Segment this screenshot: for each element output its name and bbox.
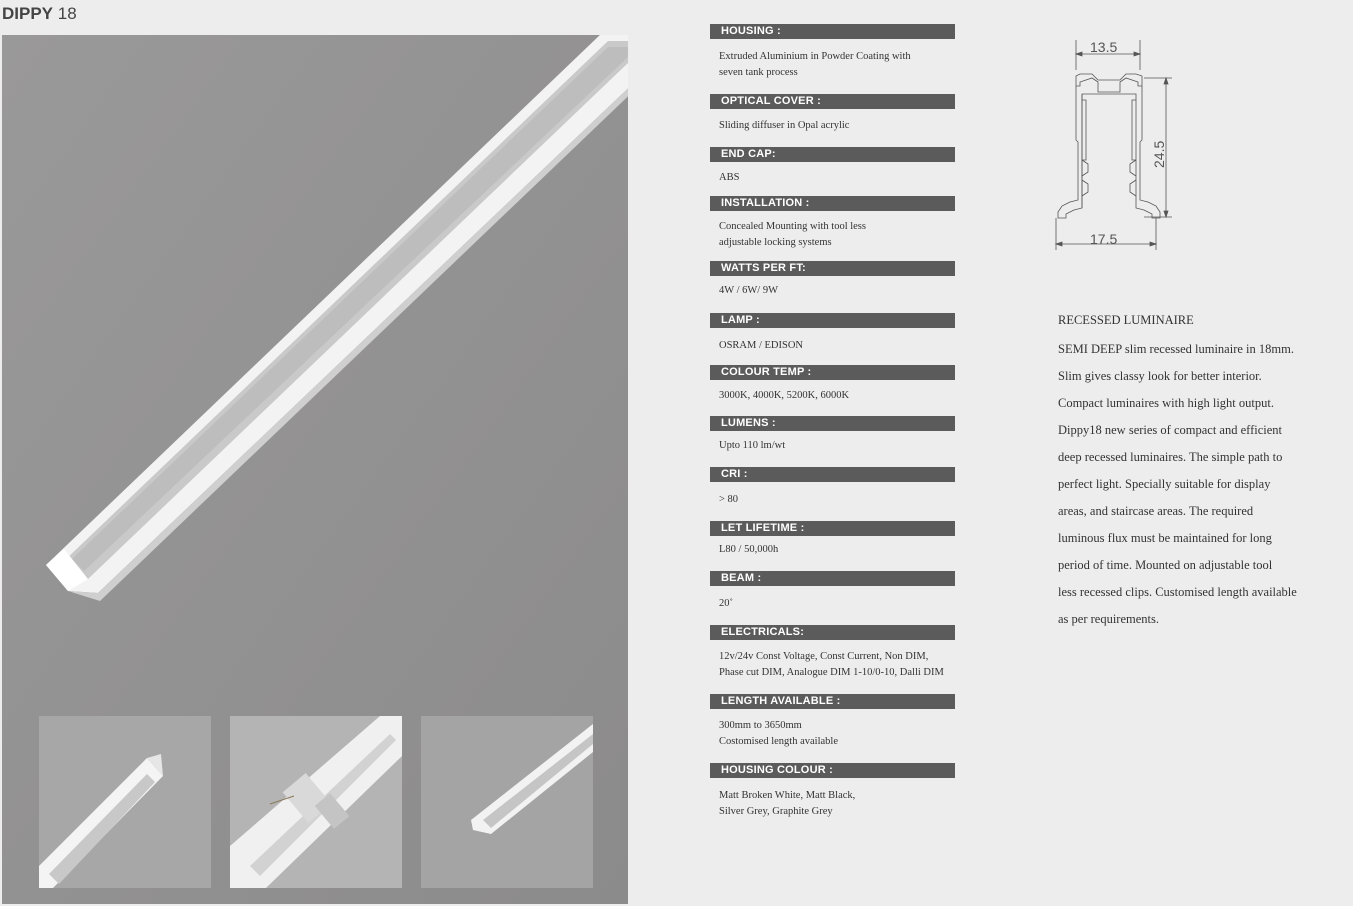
spec-label-cri: CRI : bbox=[710, 467, 955, 482]
spec-value-colour-temp: 3000K, 4000K, 5200K, 6000K bbox=[719, 390, 850, 401]
detail-photo-clip bbox=[230, 716, 402, 888]
spec-value-lumens: Upto 110 lm/wt bbox=[719, 440, 786, 451]
spec-label-end-cap: END CAP: bbox=[710, 147, 955, 162]
detail-photo-end-cap bbox=[39, 716, 211, 888]
spec-value-installation: Concealed Mounting with tool less adjustable locking systems bbox=[719, 221, 866, 248]
product-title bbox=[2, 4, 77, 24]
spec-value-watts: 4W / 6W/ 9W bbox=[719, 285, 779, 296]
description-line: areas, and staircase areas. The required bbox=[1058, 504, 1254, 518]
spec-label-colour-temp: COLOUR TEMP : bbox=[710, 365, 955, 380]
description-line: Dippy18 new series of compact and efficient bbox=[1058, 423, 1282, 437]
detail-end-cap-illustration bbox=[39, 716, 211, 888]
spec-label-beam: BEAM : bbox=[710, 571, 955, 586]
spec-value-electricals: 12v/24v Const Voltage, Const Current, Non DIM, Phase cut DIM, Analogue DIM 1-10/0-10, Dalli DIM bbox=[719, 651, 944, 678]
dimension-height: 24.5 bbox=[1151, 140, 1167, 168]
spec-value-end-cap: ABS bbox=[719, 172, 740, 183]
spec-value-beam: 20˚ bbox=[719, 598, 733, 609]
description-line: Compact luminaires with high light output. bbox=[1058, 396, 1274, 410]
detail-clip-illustration bbox=[230, 716, 402, 888]
description-line: period of time. Mounted on adjustable tool bbox=[1058, 558, 1273, 572]
spec-label-watts: WATTS PER FT: bbox=[710, 261, 955, 276]
spec-value-lamp: OSRAM / EDISON bbox=[719, 340, 804, 351]
dimension-bottom-width: 17.5 bbox=[1090, 231, 1118, 247]
detail-photo-profile bbox=[421, 716, 593, 888]
product-number: 18 bbox=[57, 4, 77, 23]
description-line: as per requirements. bbox=[1058, 612, 1160, 626]
description-line: deep recessed luminaires. The simple path to bbox=[1058, 450, 1283, 464]
description-line: perfect light. Specially suitable for display bbox=[1058, 477, 1271, 491]
description-line: SEMI DEEP slim recessed luminaire in 18mm. bbox=[1058, 342, 1294, 356]
description-line: luminous flux must be maintained for long bbox=[1058, 531, 1272, 545]
spec-label-lumens: LUMENS : bbox=[710, 416, 955, 431]
product-name: DIPPY bbox=[2, 4, 54, 23]
description-line: Slim gives classy look for better interior. bbox=[1058, 369, 1262, 383]
dimension-top-width: 13.5 bbox=[1090, 39, 1118, 55]
spec-value-cri: > 80 bbox=[719, 494, 739, 505]
spec-value-housing: Extruded Aluminium in Powder Coating with seven tank process bbox=[719, 51, 911, 78]
spec-label-installation: INSTALLATION : bbox=[710, 196, 955, 211]
product-description bbox=[1058, 309, 1328, 633]
profile-dimension-drawing bbox=[1040, 30, 1190, 260]
spec-value-optical-cover: Sliding diffuser in Opal acrylic bbox=[719, 120, 850, 131]
spec-label-housing: HOUSING : bbox=[710, 24, 955, 39]
spec-value-length: 300mm to 3650mm Costomised length available bbox=[719, 720, 838, 747]
spec-value-lifetime: L80 / 50,000h bbox=[719, 544, 779, 555]
spec-label-lifetime: LET LIFETIME : bbox=[710, 521, 955, 536]
spec-label-electricals: ELECTRICALS: bbox=[710, 625, 955, 640]
description-title: RECESSED LUMINAIRE bbox=[1058, 313, 1194, 327]
detail-profile-illustration bbox=[421, 716, 593, 888]
spec-label-optical-cover: OPTICAL COVER : bbox=[710, 94, 955, 109]
spec-label-length: LENGTH AVAILABLE : bbox=[710, 694, 955, 709]
spec-label-housing-colour: HOUSING COLOUR : bbox=[710, 763, 955, 778]
description-line: less recessed clips. Customised length available bbox=[1058, 585, 1297, 599]
spec-value-housing-colour: Matt Broken White, Matt Black, Silver Grey, Graphite Grey bbox=[719, 790, 856, 817]
spec-label-lamp: LAMP : bbox=[710, 313, 955, 328]
